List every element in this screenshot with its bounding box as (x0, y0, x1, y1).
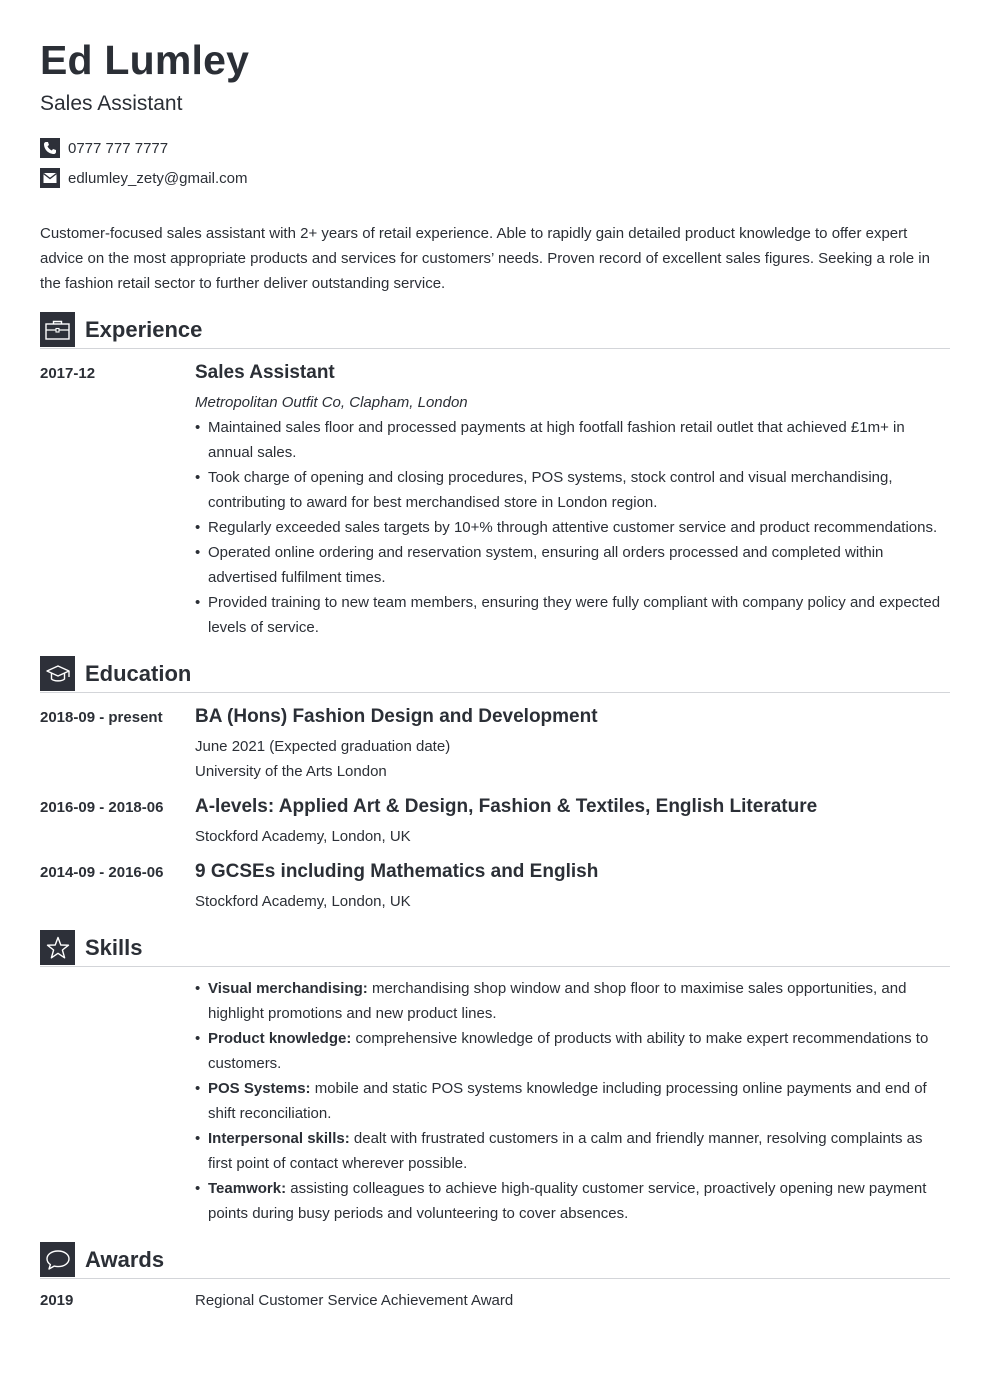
envelope-icon (40, 168, 60, 188)
experience-bullets (195, 415, 950, 640)
education-date: 2014-09 - 2016-06 (40, 864, 164, 881)
experience-entry (195, 361, 950, 640)
phone-number: 0777 777 7777 (68, 139, 169, 157)
skills-list (195, 976, 950, 1226)
skill-label: Teamwork: (208, 1180, 287, 1197)
company-name: Metropolitan Outfit Co, Clapham, London (195, 394, 468, 411)
skill-label: Visual merchandising: (208, 980, 368, 997)
skill-text: merchandising shop window and shop floor to maximise sales opportunities, and highlight promotions and new product lines. (208, 980, 907, 1022)
list-item: • Took charge of opening and closing procedures, POS systems, stock control and visual merchandising, contributing to award for best merchandised store in London region. (195, 465, 950, 515)
skill-label: POS Systems: (208, 1080, 311, 1097)
skills-heading: Skills (85, 935, 143, 960)
skill-label: Interpersonal skills: (208, 1130, 350, 1147)
briefcase-icon (40, 312, 75, 347)
skill-text: dealt with frustrated customers in a calm and friendly manner, resolving complaints as first point of contact wherever possible. (208, 1130, 923, 1172)
skill-label: Product knowledge: (208, 1030, 352, 1047)
degree-title: 9 GCSEs including Mathematics and English (195, 861, 599, 882)
awards-heading: Awards (85, 1247, 165, 1272)
list-item: • Provided training to new team members, ensuring they were fully compliant with company policy and expected levels of service. (195, 590, 950, 640)
list-item (195, 1176, 950, 1226)
skill-text: assisting colleagues to achieve high-quality customer service, proactively opening new payment points during busy periods and volunteering to cover absences. (208, 1180, 927, 1222)
education-entry (195, 860, 950, 914)
list-item: • Regularly exceeded sales targets by 10+% through attentive customer service and product recommendations. (195, 515, 950, 540)
award-date: 2019 (40, 1292, 74, 1309)
speech-bubble-icon (40, 1242, 75, 1277)
education-entry (195, 795, 950, 849)
profile-summary: Customer-focused sales assistant with 2+ years of retail experience. Able to rapidly gain detailed product knowledge to offer expert advice on the most appropriate products and services for customers’ needs. Proven record of excellent sales figures. Seeking a role in the fashion retail sector to further deliver outstanding service. (40, 225, 930, 292)
education-institution: Stockford Academy, London, UK (195, 893, 411, 910)
phone-contact (40, 138, 168, 158)
skills-section-header (40, 930, 950, 967)
degree-title: A-levels: Applied Art & Design, Fashion & Textiles, English Literature (195, 796, 818, 817)
degree-title: BA (Hons) Fashion Design and Development (195, 706, 598, 727)
list-item (195, 1126, 950, 1176)
education-date: 2016-09 - 2018-06 (40, 799, 164, 816)
education-entry (195, 705, 950, 784)
list-item (195, 1076, 950, 1126)
education-section-header (40, 656, 950, 693)
experience-section-header (40, 312, 950, 349)
award-title: Regional Customer Service Achievement Award (195, 1292, 514, 1309)
education-date: 2018-09 - present (40, 709, 163, 726)
graduation-cap-icon (40, 656, 75, 691)
skill-text: mobile and static POS systems knowledge including processing online payments and end of shift reconciliation. (208, 1080, 927, 1122)
education-heading: Education (85, 661, 192, 686)
experience-heading: Experience (85, 317, 203, 342)
skill-text: comprehensive knowledge of products with ability to make expert recommendations to customers. (208, 1030, 929, 1072)
candidate-role: Sales Assistant (40, 92, 183, 115)
phone-icon (40, 138, 60, 158)
education-institution: University of the Arts London (195, 763, 387, 780)
list-item: • Maintained sales floor and processed payments at high footfall fashion retail outlet that achieved £1m+ in annual sales. (195, 415, 950, 465)
email-contact (40, 168, 247, 188)
awards-section-header (40, 1242, 950, 1279)
list-item (195, 976, 950, 1026)
education-detail: June 2021 (Expected graduation date) (195, 738, 451, 755)
candidate-name: Ed Lumley (40, 37, 250, 83)
email-address: edlumley_zety@gmail.com (68, 169, 248, 187)
list-item (195, 1026, 950, 1076)
list-item: • Operated online ordering and reservation system, ensuring all orders processed and completed within advertised fulfilment times. (195, 540, 950, 590)
job-title: Sales Assistant (195, 362, 335, 383)
experience-date: 2017-12 (40, 365, 96, 382)
education-institution: Stockford Academy, London, UK (195, 828, 411, 845)
star-icon (40, 930, 75, 965)
